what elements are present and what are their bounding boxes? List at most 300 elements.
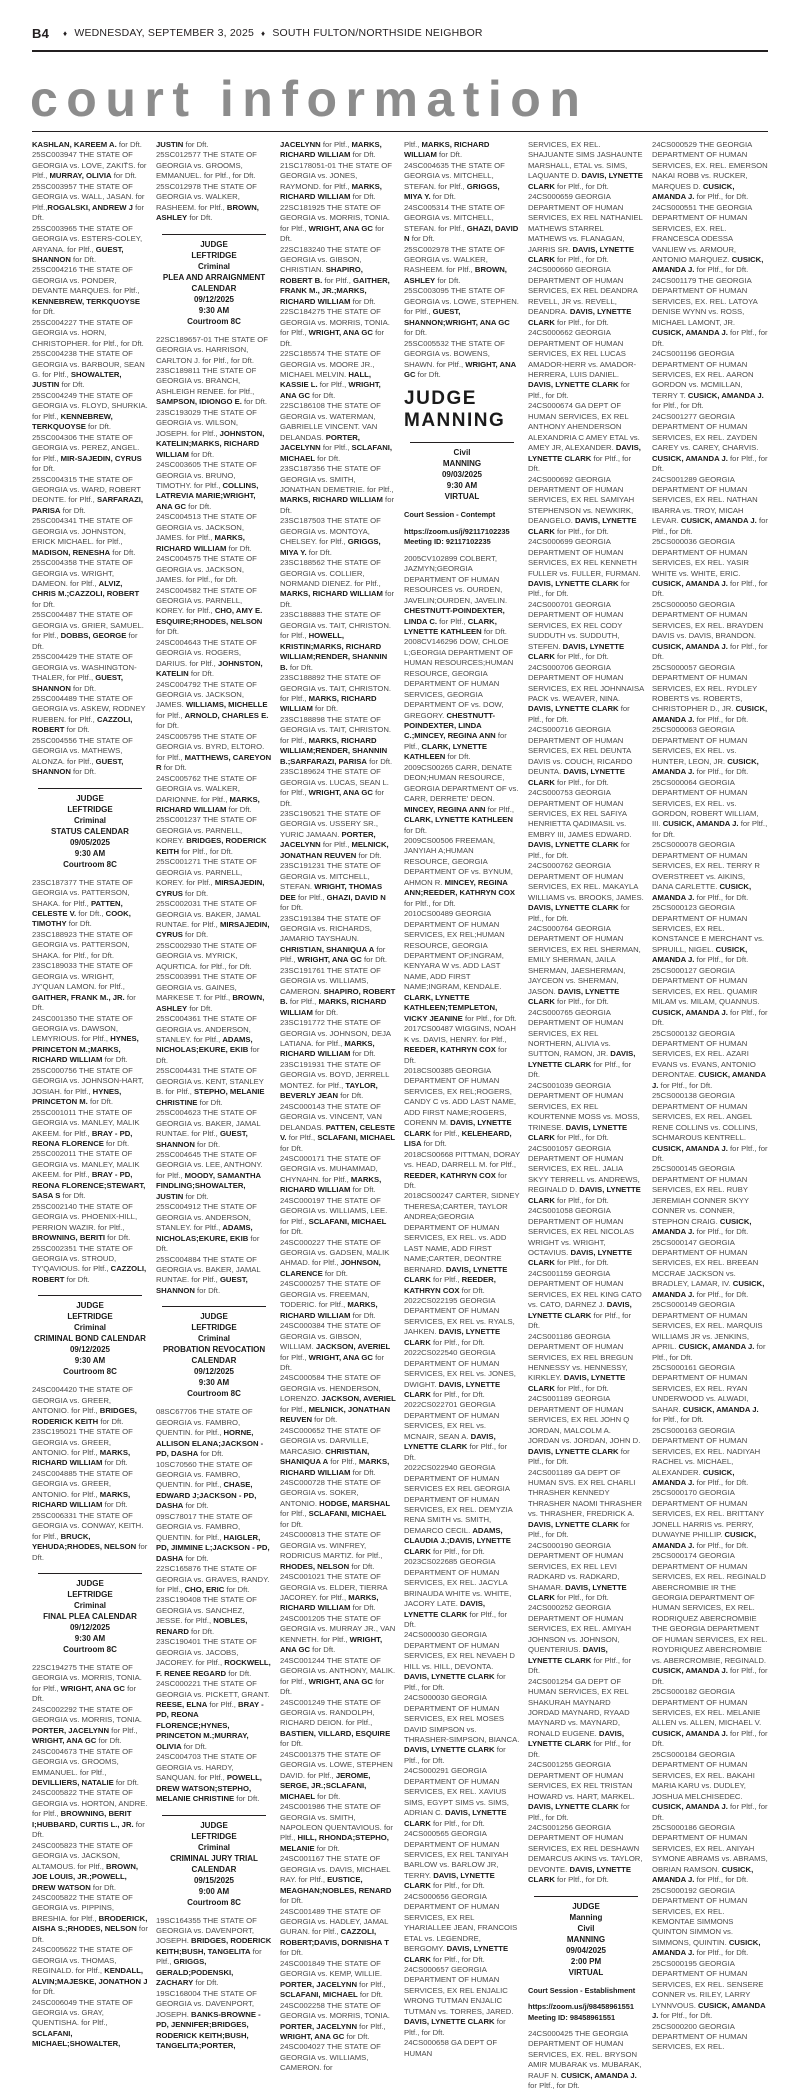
attorney-name: HYNES, PRINCETON M. [32,1086,122,1107]
case-text: 24CS001039 GEORGIA DEPARTMENT OF HUMAN SERVICES, EX REL KOURTENNE MOSS vs. MOSS, TRINESE. [528,1080,640,1132]
case-entry [156,941,272,972]
case-text: for Pltf., for Dft. [652,1666,768,1686]
attorney-name: DAVIS, LYNETTE CLARK [528,903,619,913]
case-entry [280,1572,396,1614]
attorney-name: HAIGLER, PD, JIMMINE L;JACKSON - PD, DASHA [156,1532,270,1563]
case-text: for Dft. [445,752,471,762]
case-text: for Dft. [181,1741,207,1751]
attorney-name: DAVIS, LYNETTE CLARK [528,641,625,662]
attorney-name: MARKS, RICHARD WILLIAM [280,495,383,505]
calendar-divider [534,1896,638,1897]
case-text: for Pltf., for Dft. [652,516,768,536]
case-text: for Dft. [187,213,213,223]
attorney-name: CUSICK, AMANDA J. [652,1728,728,1738]
calendar-heading-line: LEFTRIDGE [67,1590,113,1600]
case-entry [652,1300,768,1363]
attorney-name: CUSICK, AMANDA J. [652,453,728,463]
case-entry [404,1829,520,1892]
case-text: for Dft. [182,930,209,940]
case-text: for Dft. [226,805,252,815]
attorney-name: CHESTNUTT-POINDEXTER, LINDA C.;MINCEY, REGINA ANN [404,710,496,741]
case-text: 24CS000660 GEORGIA DEPARTMENT OF HUMAN SERVICES, EX REL DEANDRA REVELL, JR vs. REVELL, DEANDRA. [528,265,638,317]
attorney-name: SARFARAZI, PARISA [32,495,144,515]
case-text: for Dft. [314,1843,340,1853]
case-text: for Dft. [280,1227,304,1237]
case-text: for Pltf., for Dft. [652,453,768,474]
attorney-name: CUSICK, AMANDA J. [560,2070,637,2080]
attorney-name: WRIGHT, ANA GC [308,223,373,233]
case-text: 23SC191772 THE STATE OF GEORGIA vs. JOHNSON, DEJA LATIANA. for Pltf., [280,1018,391,1048]
case-entry [156,857,272,899]
case-entry [156,638,272,680]
attorney-name: DAVIS, LYNETTE CLARK [528,1864,631,1885]
calendar-heading-line: VIRTUAL [568,1967,604,1977]
attorney-name: BASTIEN, VILLARD, ESQUIRE [280,1728,391,1738]
case-text: for Dft. [350,1185,376,1195]
case-text: 23SC188883 THE STATE OF GEORGIA vs. TAIT, CHRISTON. for Pltf., [280,610,392,641]
case-text: 24SC005823 THE STATE OF GEORGIA vs. JACKSON, ALTAMOUS. for Pltf., [32,1840,133,1871]
attorney-name: BRAY - PD, REONA FLORENCE;HYNES, PRINCETON M.;MURRAY, OLIVIA [156,1700,264,1751]
case-text: 24CS001179 THE GEORGIA DEPARTMENT OF HUMAN SERVICES, EX. REL. LATOYA DENISE WYNN vs. ROSS, MICHAEL LAMONT, JR. [652,275,758,327]
attorney-name: CHRISTIAN, SHANIQUA A [280,1446,370,1467]
calendar-heading-line: 09/12/2025 [69,1345,111,1355]
attorney-name: BRIDGES, RODERICK KEITH [156,836,267,856]
attorney-name: DAVIS, LYNETTE CLARK [404,1327,501,1347]
case-text: 23SC191761 THE STATE OF GEORGIA vs. WILLIAMS, CAMERON. [280,965,381,996]
case-text: for Pltf., [207,1700,239,1709]
case-entry [156,335,272,366]
attorney-name: CUSICK, AMANDA J. [662,819,739,829]
attorney-name: KENNEBREW, TERKQUOYSE [32,296,141,306]
calendar-heading-line: MANNING [442,459,482,469]
case-text: for Dft. [156,721,180,731]
case-entry [528,1823,644,1886]
attorney-name: MARKS, RICHARD WILLIAM [404,140,490,160]
case-text: 24SC001986 THE STATE OF GEORGIA vs. SMITH, NAPOLEON QUENTAVIOUS. for Pltf., [280,1802,393,1843]
attorney-name: SCLAFANI, MICHAEL [308,1509,387,1519]
case-entry [156,1512,272,1564]
attorney-name: SHOWALTER, JUSTIN [32,369,122,390]
attorney-name: JOHNSTON, KATELIN [156,658,263,679]
case-text: for Dft. [32,1924,148,1944]
attorney-name: CUSICK, AMANDA J. [652,579,728,589]
attorney-name: DAVIS, LYNETTE CLARK [528,1248,632,1268]
case-text: 25SC001271 THE STATE OF GEORGIA vs. PARNELL, KOREY. for Pltf., [156,857,257,888]
calendar-heading [32,1295,148,1377]
case-text: 25SC003965 THE STATE OF GEORGIA vs. ESTERS-COLEY, ARYANA. for Pltf., [32,223,143,254]
case-entry [280,203,396,245]
attorney-name: BROWN, ASHLEY [404,265,507,285]
case-text: for Dft. [481,626,507,636]
case-text: 25CS000186 GEORGIA DEPARTMENT OF HUMAN SERVICES, EX REL. ANIYAH SYMONE ABRAMS vs. ABRAMS, OBRIAN RAMSON. [652,1822,768,1874]
attorney-name: ROGALSKI, ANDREW J [47,202,133,212]
case-text: for Pltf., for Dft. [528,1446,630,1467]
attorney-name: NOBLES, RENARD [156,1616,248,1636]
case-text: for Dft. [280,223,385,244]
case-entry [404,2038,520,2059]
case-text: 25CS000182 GEORGIA DEPARTMENT OF HUMAN SERVICES, EX REL. MELANIE ALLEN vs. ALLEN, MICHAEL V. [652,1687,762,1728]
attorney-name: CUSICK, AMANDA J. [652,2000,766,2021]
case-entry [280,1279,396,1321]
attorney-name: GRIGGS, MIYA Y. [404,181,500,202]
attorney-name: CHESTNUTT-POINDEXTER, LINDA C. [404,606,505,626]
attorney-name: GRIGGS, MIYA Y. [280,537,381,557]
case-text: for Dft. [32,992,136,1013]
case-entry [280,861,396,913]
case-text: for Pltf., for Dft. [404,1672,506,1692]
case-text: 24SC000257 THE STATE OF GEORGIA vs. FREEMAN, TODERIC. for Pltf., [280,1279,381,1310]
case-text: for Dft. [280,495,395,515]
case-entry [156,1460,272,1512]
calendar-divider [162,1306,266,1307]
case-text: 25CS000149 GEORGIA DEPARTMENT OF HUMAN SERVICES, EX REL. MARQUIS WILLIAMS JR vs. JENKINS, APRIL. [652,1300,763,1352]
case-text: 25SC004431 THE STATE OF GEORGIA vs. KENT, STANLEY B. for Pltf., [156,1066,264,1097]
case-entry [32,1108,148,1150]
case-entry [404,1766,520,1829]
case-entry [528,265,644,328]
case-text: for Pltf., for Dft. [404,1442,508,1462]
case-text: for Dft. [312,1007,339,1017]
case-text: 24SC004673 THE STATE OF GEORGIA vs. GROOMS, EMMANUEL. for Pltf., [32,1746,133,1777]
case-entry [32,1149,148,1201]
case-text: for Dft. [287,662,313,672]
calendar-heading-line: 9:30 AM [74,1634,106,1644]
text-column-1 [32,140,148,2092]
case-text: 24CS001189 GA DEPT OF HUMAN SVS. EX REL CHARLI THRASHER KENNEDY THRASHER NAOMI THRASHER vs. THRASHER, FREDRICK A. [528,1467,642,1519]
attorney-name: CUSICK, AMANDA J. [652,1143,728,1153]
case-text: for Pltf., [320,140,352,149]
case-text: 24SC004792 THE STATE OF GEORGIA vs. JACKSON, JAMES. [156,679,257,710]
attorney-name: GUEST, SHANNON [156,1275,248,1295]
case-text: 24SC001205 THE STATE OF GEORGIA vs. MURRAY JR., VAN KENNETH. for Pltf., [280,1613,396,1644]
case-text: 09SC78017 THE STATE OF GEORGIA vs. FAMBRO, QUENTIN. for Pltf., [156,1511,253,1542]
case-text: for Pltf., [322,275,354,285]
attorney-name: PATTEN, CELESTE V. [280,1122,396,1143]
case-text: 25SC004912 THE STATE OF GEORGIA vs. ANDERSON, STANLEY. for Pltf., [156,1202,257,1233]
case-text: 24SC004420 THE STATE OF GEORGIA vs. GREER, ANTONIO. for Pltf., [32,1385,133,1416]
attorney-name: GUEST, SHANNON;WRIGHT, ANA GC [404,307,510,327]
case-text: for Pltf., for Dft. [694,1227,749,1237]
calendar-heading [528,1896,644,1978]
case-text: for Dft. [183,140,209,149]
case-text: for Pltf., [320,840,352,850]
case-entry [32,349,148,391]
case-text: for Dft. [193,1978,219,1988]
case-entry [404,554,520,638]
attorney-name: GAITHER, FRANK M., JR.;MARKS, RICHARD WILLIAM [280,275,390,306]
case-text: 25SC004429 THE STATE OF GEORGIA vs. WASHINGTON-THALER, for Pltf., [32,652,137,683]
attorney-name: CUSICK, AMANDA J. [652,254,764,275]
case-text: for Pltf., for Dft. [652,641,768,662]
case-entry [404,203,520,245]
attorney-name: PORTER, JACELYNN [280,2021,358,2031]
case-entry [280,307,396,349]
case-text: for Dft. [357,1990,383,2000]
attorney-name: CLARK, LYNETTE KATHLEEN [404,741,488,762]
case-text: 2022CS022540 GEORGIA DEPARTMENT OF HUMAN SERVICES, EX REL vs. JONES, DWIGHT. [404,1348,516,1389]
attorney-name: SHAPIRO, ROBERT B. [280,986,396,1007]
case-text: 25CS000078 GEORGIA DEPARTMENT OF HUMAN SERVICES, EX REL. TERRY R OVERSTREET vs. AIKINS, DANA CARLETTE. [652,840,760,892]
case-text: for Dft. [197,1097,223,1107]
case-text: 25CS000192 GEORGIA DEPARTMENT OF HUMAN SERVICES, EX REL. KEMONTAE SIMMONS QUINTON SIMMON vs. SIMMONS, QUINTIN. [652,1885,748,1947]
case-entry [652,1488,768,1551]
case-entry [404,836,520,909]
case-entry [652,203,768,276]
attorney-name: CUSICK, AMANDA J. [652,1802,728,1812]
attorney-name: KELEHEARD, LISA [404,1128,512,1149]
case-text: 25CS000184 GEORGIA DEPARTMENT OF HUMAN SERVICES, EX REL. BAKAHI MARIA KARU vs. DUDLEY, JOSHUA MELCHISEDEC. [652,1749,755,1801]
case-text: 25SC002978 THE STATE OF GEORGIA vs. WALKER, RASHEEM. for Pltf., [404,244,505,275]
case-text: 24SC000227 THE STATE OF GEORGIA vs. GADSEN, MALIK AHMAD. for Pltf., [280,1237,390,1268]
case-text: for Pltf., [287,997,319,1007]
case-text: 2008CV146296 DOW, CHLOE L;GEORGIA DEPARTMENT OF HUMAN RESOURCES;HUMAN RESOURCE, GEORGIA DEPARTMENT OF HUMAN SERVICES, GEORGIA DEPARTMENT OF vs. DOW, GREGORY. [404,637,514,720]
case-text: 24CS000252 GEORGIA DEPARTMENT OF HUMAN SERVICES, EX REL. AMIYAH JOHNSON vs. JOHNSON, QUENTERIUS. [528,1603,632,1655]
case-entry [32,182,148,224]
attorney-name: EUSTICE, MEAGHAN;NOBLES, RENARD [280,1875,392,1895]
case-text: for Dft. [64,725,90,735]
attorney-name: DEVILLIERS, NATALIE [32,1778,114,1787]
case-entry [528,1394,644,1467]
case-text: for Pltf., [280,944,386,965]
case-text: 24CS000716 GEORGIA DEPARTMENT OF HUMAN SERVICES, EX REL DEUNTA DAVIS vs. COUCH, RICARDO DEUNTA. [528,725,633,777]
judge-heading-line: JUDGE [404,388,477,410]
case-entry [156,1202,272,1254]
calendar-heading-line: Criminal [73,1601,106,1611]
case-text: for Pltf., [320,443,352,453]
case-text: for Pltf., for Dft. [694,1948,749,1958]
case-text: SERVICES, EX REL. SHAJUANTE SIMS JASHAUNTE MARSHALL, ETAL vs. SIMS, LAQUANTE D. [528,140,643,181]
case-text: 24CS000674 GA DEPT OF HUMAN SERVICES, EX REL ANTHONY AHENDERSON ALEXANDRIA C AMEY ETAL vs. AMEY JR, ALEXANDER. [528,401,640,453]
case-entry [404,1965,520,2038]
case-entry [156,1679,272,1752]
case-entry [280,715,396,767]
attorney-name: REESE, ELNA [156,1700,208,1709]
attorney-name: DAVIS, LYNETTE CLARK [528,307,632,327]
attorney-name: CUSICK, AMANDA J. [652,1666,728,1676]
calendar-divider [162,1815,266,1816]
case-text: 25CS000123 GEORGIA DEPARTMENT OF HUMAN SERVICES, EX REL. KONSTANCE E MERCHANT vs. SPRUILL, NIGEL. [652,903,765,954]
attorney-name: JUSTIN [156,140,184,149]
case-text: for Dft. [87,1097,114,1107]
case-entry [652,1238,768,1301]
attorney-name: WRIGHT, ANA GC [308,1676,373,1686]
case-entry [280,1802,396,1854]
case-text: 24CS000658 GA DEPT OF HUMAN [404,2038,498,2058]
case-entry [652,1750,768,1823]
case-text: 24SC005622 THE STATE OF GEORGIA vs. THOMAS, REGINALD. for Pltf., [32,1945,133,1976]
attorney-name: WRIGHT, ANA GC [308,328,373,338]
attorney-name: MARKS, RICHARD WILLIAM [32,1489,131,1510]
calendar-heading-line: Manning [569,1912,603,1922]
judge-heading [404,388,520,432]
case-entry [32,961,148,1013]
attorney-name: DOBBS, GEORGE [60,631,127,641]
attorney-name: DAVIS, LYNETTE CLARK [528,986,620,1007]
case-text: for Dft. [85,422,112,432]
case-text: 23SC187377 THE STATE OF GEORGIA vs. PATTERSON, SHAKA. for Pltf., [32,877,133,908]
case-text: for Dft. [344,2032,370,2042]
case-entry [280,1656,396,1698]
case-entry [528,475,644,538]
case-entry [32,736,148,778]
case-text: 25CS000161 GEORGIA DEPARTMENT OF HUMAN SERVICES, EX REL. RYAN UNDERWOOD vs. ALWADI, SAHAR. [652,1363,749,1414]
case-text: for Dft. [226,543,252,553]
case-entry [280,2042,396,2073]
attorney-name: DAVIS, LYNETTE CLARK [528,840,619,850]
attorney-name: DAVIS, LYNETTE CLARK [528,1300,632,1320]
case-text: for Dft. [310,390,336,400]
case-entry [528,1206,644,1269]
attorney-name: REEDER, KATHRYN COX [404,1045,496,1055]
attorney-name: CUSICK, AMANDA J. [652,1216,752,1237]
case-text: 24SC002258 THE STATE OF GEORGIA vs. MORRIS, TONIA. [280,2000,390,2021]
case-entry [404,1191,520,1296]
case-text: 24CS000425 THE GEORGIA DEPARTMENT OF HUMAN SERVICES, EX. REL. BRYSON AMIR MUBARAK vs. MUBARAK, RAUF N. [528,2029,642,2080]
case-entry [156,408,272,460]
calendar-heading-line: 9:00 AM [198,1886,230,1896]
case-entry [404,245,520,287]
case-entry [528,1008,644,1081]
case-text: 19SC168004 THE STATE OF GEORGIA vs. DAVENPORT, JOSEPH. [156,1988,257,2019]
session-note: Court Session - Contempt [404,510,496,520]
case-entry [32,558,148,610]
calendar-heading-line: VIRTUAL [444,492,480,502]
attorney-name: COLLINS, LATREVIA MARIE;WRIGHT, ANA GC [156,480,259,511]
header-date: WEDNESDAY, SEPTEMBER 3, 2025 [74,27,255,39]
case-text: for Pltf., for Dft. [694,955,749,965]
attorney-name: SAMPSON, IDIONGO E. [156,397,242,407]
case-text: for Pltf., for Dft. [652,1802,768,1822]
case-text: 23SC191384 THE STATE OF GEORGIA vs. RICHARDS, JAMARIO TAYSHAUN. [280,913,381,944]
page-number: B4 [32,25,50,41]
case-text: for Dft. [32,599,56,609]
case-text: 22SC165876 THE STATE OF GEORGIA vs. GRAVES, RANDY. for Pltf., [156,1564,270,1595]
case-text: 22SC184275 THE STATE OF GEORGIA vs. MORRIS, TONIA. for Pltf., [280,307,390,338]
case-entry [156,182,272,224]
case-entry [280,809,396,861]
calendar-heading-line: Criminal [73,815,106,825]
case-text: for Dft. [59,380,85,390]
case-text: for Pltf., for Dft. [554,777,609,787]
case-text: 25CS000036 GEORGIA DEPARTMENT OF HUMAN SERVICES, EX REL. YASIR WHITE vs. WHITE, ERIC. [652,537,749,578]
attorney-name: MELNICK, JONATHAN REUVEN [280,1404,391,1425]
attorney-name: CUSICK, AMANDA J. [652,704,768,724]
case-entry [404,286,520,338]
case-entry [528,600,644,663]
attorney-name: MARKS, RICHARD WILLIAM;RENDER, SHANNIN B.;SARFARAZI, PARISA [280,735,388,766]
case-entry [280,1959,396,2001]
case-text: 24SC005314 THE STATE OF GEORGIA vs. MITCHELL, STEFAN. for Pltf., [404,202,505,233]
case-text: 22SC181925 THE STATE OF GEORGIA vs. MORRIS, TONIA. for Pltf., [280,202,390,233]
case-text: for Pltf., for Dft. [430,1390,485,1400]
case-text: for Pltf., for Dft. [528,704,630,724]
case-entry [32,1841,148,1893]
case-text: for Pltf., for Dft. [652,1415,704,1425]
attorney-name: WRIGHT, THOMAS DEE [280,882,383,902]
calendar-heading-line: Civil [453,448,471,458]
case-entry [280,1614,396,1656]
case-entry [280,1698,396,1750]
case-text: 25CS000147 GEORGIA DEPARTMENT OF HUMAN SERVICES, EX REL. BREEAN MCCRAE JACKSON vs. BRADLEY, LAMAR, IV. [652,1237,759,1289]
attorney-name: PORTER, JACELYNN [32,1725,110,1735]
attorney-name: MARKS, RICHARD WILLIAM [280,1300,378,1320]
attorney-name: CUSICK, AMANDA J. [652,641,728,651]
case-text: for Dft. [280,788,385,808]
attorney-name: COOK, TIMOTHY [32,909,131,929]
case-text: 22SC183240 THE STATE OF GEORGIA vs. GIBSON, CHRISTIAN. [280,244,381,275]
calendar-heading-line: JUDGE [200,1312,228,1322]
case-text: for Dft. [188,1626,215,1636]
attorney-name: MARKS, RICHARD WILLIAM [32,1448,131,1468]
case-entry [156,512,272,554]
header-separator: ♦ [63,28,68,38]
attorney-name: CLARK, LYNETTE KATHLEEN [404,815,513,825]
case-text: 23SC188892 THE STATE OF GEORGIA vs. TAIT, CHRISTON. for Pltf., [280,673,392,704]
case-entry [32,930,148,961]
attorney-name: CUSICK, AMANDA J. [687,390,764,400]
case-entry [652,1687,768,1750]
case-entry [280,1373,396,1425]
attorney-name: CAZZOLI, ROBERT [32,714,133,735]
attorney-name: CAZZOLI, ROBERT;DAVIS, DORNISHA T [280,1927,389,1947]
calendar-heading-line: 9:30 AM [198,1378,230,1388]
case-text: for Pltf., for Dft. [652,1342,766,1362]
attorney-name: MARKS, RICHARD WILLIAM [280,140,382,160]
case-text: for Dft. [183,1553,209,1563]
case-text: for Dft. [70,767,97,777]
attorney-name: MADISON, RENESHA [32,547,111,557]
case-entry [280,673,396,715]
case-text: for Dft. [350,1467,376,1477]
case-text: for Dft. [156,1045,260,1065]
case-text: for Dft. [187,1003,213,1013]
case-entry [404,1024,520,1066]
calendar-heading-line: LEFTRIDGE [191,1831,237,1841]
case-entry [652,276,768,349]
case-text: 23SC190408 THE STATE OF GEORGIA vs. SANCHEZ, JESSE. for Pltf., [156,1595,257,1626]
case-text: for Dft. [404,825,428,835]
attorney-name: CUSICK, AMANDA J. [678,1342,755,1352]
case-text: 2009CS00265 CARR, DENATE DEON;HUMAN RESOURCE, GEORGIA DEPARTMENT OF vs. CARR, DERRETE' DEON. [404,762,519,804]
case-entry [528,663,644,726]
case-entry [528,924,644,1008]
case-text: 25SC004315 THE STATE OF GEORGIA vs. WARD, ROBERT DEONTE. for Pltf., [32,474,141,505]
calendar-heading-line: JUDGE [572,1901,600,1911]
case-text: for Pltf., [280,1352,309,1362]
case-entry [652,1959,768,2022]
case-entry [404,1348,520,1400]
case-text: 23SC190521 THE STATE OF GEORGIA vs. USSERY SR., YURIC JAMAAN. [280,809,381,839]
attorney-name: PORTER, JACELYNN [280,432,360,453]
attorney-name: HODGE, MARSHAL [319,1498,391,1508]
case-text: 25CS000057 GEORGIA DEPARTMENT OF HUMAN SERVICES, EX REL. RYDLEY ROBERTS vs. ROBERTS, CHRISTOPHER D., JR. [652,662,758,714]
case-entry [404,1463,520,1557]
attorney-name: ARNOLD, CHARLES E. [184,710,269,720]
case-entry [280,1750,396,1802]
attorney-name: CUSICK, AMANDA J. [652,1864,754,1885]
section-banner: court information [30,71,589,127]
case-text: for Dft. [70,683,97,693]
attorney-name: DAVIS, LYNETTE CLARK [404,1870,495,1891]
attorney-name: MARKS, RICHARD WILLIAM [280,1174,382,1195]
case-text: for Dft. [280,589,395,609]
case-text: for Pltf., for Dft. [658,2011,713,2021]
attorney-name: GUEST, SHANNON [32,756,124,777]
case-text: 22SC185574 THE STATE OF GEORGIA vs. MOORE JR., MICHAEL MELVIN. [280,349,381,379]
case-text: for Dft. [186,501,212,511]
attorney-name: MINCEY, REGINA ANN [404,804,486,814]
case-text: for Dft. [280,1143,304,1153]
